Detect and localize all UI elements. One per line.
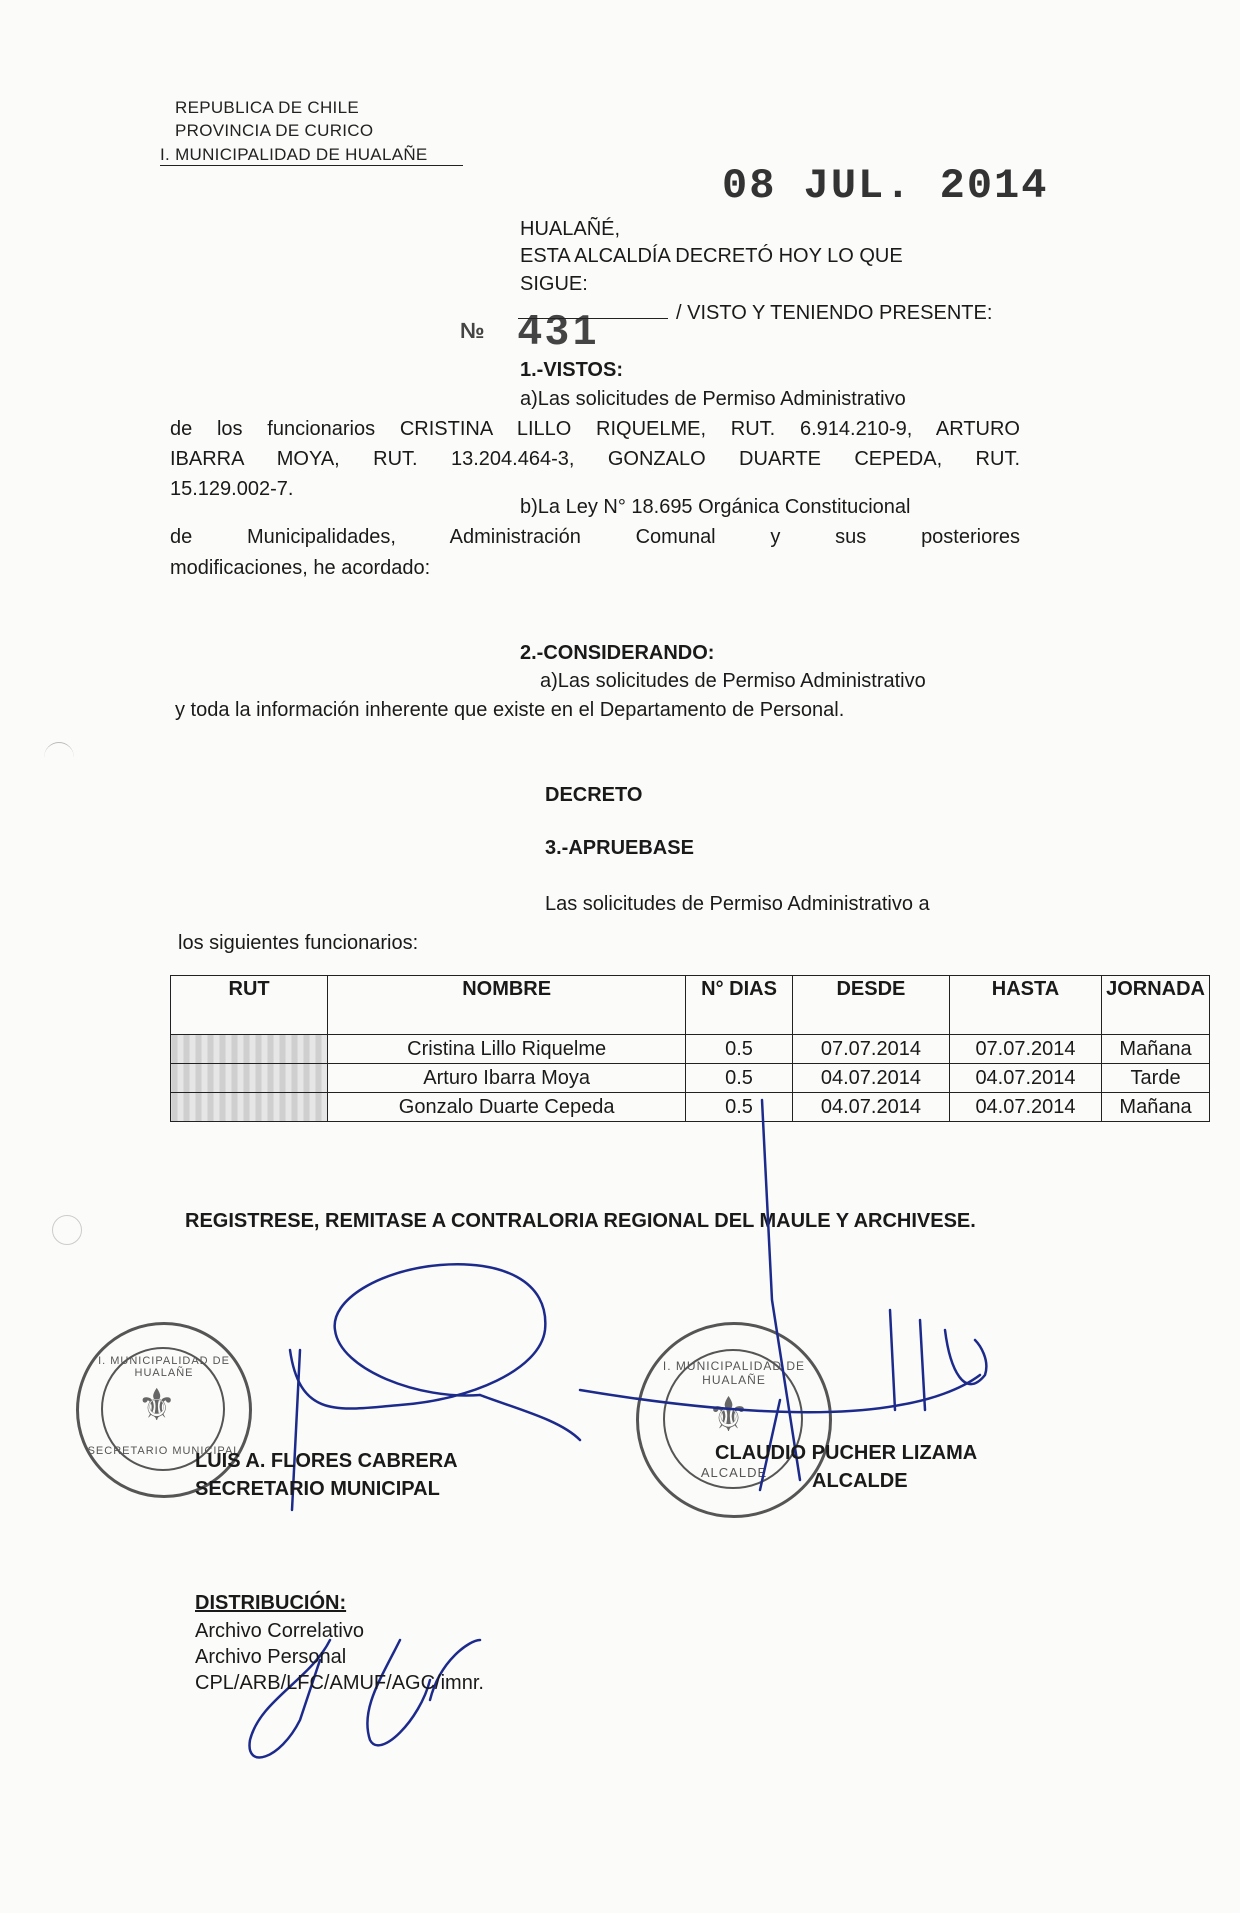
secretary-name: LUIS A. FLORES CABRERA: [195, 1450, 458, 1472]
closing-statement: REGISTRESE, REMITASE A CONTRALORIA REGIONAL DEL MAULE Y ARCHIVESE.: [185, 1210, 976, 1232]
col-rut: RUT: [171, 976, 328, 1035]
col-hasta: HASTA: [949, 976, 1101, 1035]
cell-desde: 07.07.2014: [792, 1035, 949, 1064]
col-nombre: NOMBRE: [328, 976, 686, 1035]
cell-jornada: Tarde: [1102, 1064, 1210, 1093]
intro-line-2: SIGUE:: [520, 273, 588, 295]
cell-dias: 0.5: [686, 1064, 793, 1093]
mayor-title: ALCALDE: [812, 1470, 908, 1492]
cell-hasta: 04.07.2014: [949, 1064, 1101, 1093]
mayor-stamp-top-text: I. MUNICIPALIDAD DE HUALAÑE: [662, 1359, 806, 1387]
cell-nombre: Arturo Ibarra Moya: [328, 1064, 686, 1093]
decreto-heading: DECRETO: [545, 784, 643, 806]
vistos-a-line-2: de los funcionarios CRISTINA LILLO RIQUELME, RUT. 6.914.210-9, ARTURO: [170, 418, 1020, 440]
cell-jornada: Mañana: [1102, 1093, 1210, 1122]
header-republic: REPUBLICA DE CHILE: [175, 98, 359, 117]
secretary-stamp-top-text: I. MUNICIPALIDAD DE HUALAÑE: [98, 1355, 230, 1379]
vistos-a-line-1: a)Las solicitudes de Permiso Administrativo: [520, 388, 906, 410]
distribution-line-3: CPL/ARB/LFC/AMUF/AGC/imnr.: [195, 1672, 484, 1694]
left-signature-stroke: [480, 1395, 580, 1440]
coat-of-arms-icon: ⚜: [707, 1389, 751, 1442]
cell-jornada: Mañana: [1102, 1035, 1210, 1064]
col-dias: N° DIAS: [686, 976, 793, 1035]
vistos-b-line-2: de Municipalidades, Administración Comunal y sus posteriores: [170, 526, 1020, 548]
vistos-b-line-1: b)La Ley N° 18.695 Orgánica Constitucional: [520, 496, 911, 518]
cell-hasta: 07.07.2014: [949, 1035, 1101, 1064]
apruebase-line-1: Las solicitudes de Permiso Administrativo a: [545, 893, 930, 915]
margin-mark: №: [460, 318, 485, 343]
date-stamp: 08 JUL. 2014: [722, 162, 1049, 210]
vistos-b-line-3: modificaciones, he acordado:: [170, 557, 431, 579]
considerando-heading: 2.-CONSIDERANDO:: [520, 642, 715, 664]
header-municipality: I. MUNICIPALIDAD DE HUALAÑE: [160, 145, 463, 166]
secretary-title: SECRETARIO MUNICIPAL: [195, 1478, 440, 1500]
visto-label: / VISTO Y TENIENDO PRESENTE:: [676, 302, 993, 324]
vistos-heading: 1.-VISTOS:: [520, 359, 623, 381]
punch-hole-mark: [44, 742, 74, 773]
cell-dias: 0.5: [686, 1035, 793, 1064]
punch-hole-mark: [52, 1215, 82, 1245]
secretary-stamp-bottom-text: SECRETARIO MUNICIPAL: [87, 1445, 241, 1457]
coat-of-arms-icon: ⚜: [137, 1381, 177, 1430]
considerando-a-line-2: y toda la información inherente que existe en el Departamento de Personal.: [175, 699, 845, 721]
apruebase-line-2: los siguientes funcionarios:: [178, 932, 419, 954]
mayor-name: CLAUDIO PUCHER LIZAMA: [715, 1442, 978, 1464]
cell-nombre: Cristina Lillo Riquelme: [328, 1035, 686, 1064]
margin-line-stroke: [762, 1100, 800, 1480]
cell-nombre: Gonzalo Duarte Cepeda: [328, 1093, 686, 1122]
vistos-a-line-3: IBARRA MOYA, RUT. 13.204.464-3, GONZALO DUARTE CEPEDA, RUT.: [170, 448, 1020, 470]
cell-hasta: 04.07.2014: [949, 1093, 1101, 1122]
distribution-heading: DISTRIBUCIÓN:: [195, 1592, 347, 1614]
place-label: HUALAÑÉ,: [520, 218, 621, 240]
col-jornada: JORNADA: [1102, 976, 1210, 1035]
decree-number: 431: [518, 306, 601, 353]
left-signature-stroke: [290, 1264, 545, 1408]
intro-line-1: ESTA ALCALDÍA DECRETÓ HOY LO QUE: [520, 245, 903, 267]
cell-desde: 04.07.2014: [792, 1064, 949, 1093]
vistos-a-line-4: 15.129.002-7.: [170, 478, 294, 500]
considerando-a-line-1: a)Las solicitudes de Permiso Administrativo: [540, 670, 926, 692]
cell-dias: 0.5: [686, 1093, 793, 1122]
cell-desde: 04.07.2014: [792, 1093, 949, 1122]
header-province: PROVINCIA DE CURICO: [175, 121, 374, 140]
mayor-stamp-bottom-text: ALCALDE: [700, 1465, 768, 1480]
col-desde: DESDE: [792, 976, 949, 1035]
distribution-line-1: Archivo Correlativo: [195, 1620, 364, 1642]
right-signature-stroke: [580, 1375, 980, 1412]
distribution-line-2: Archivo Personal: [195, 1646, 347, 1668]
apruebase-heading: 3.-APRUEBASE: [545, 837, 694, 859]
